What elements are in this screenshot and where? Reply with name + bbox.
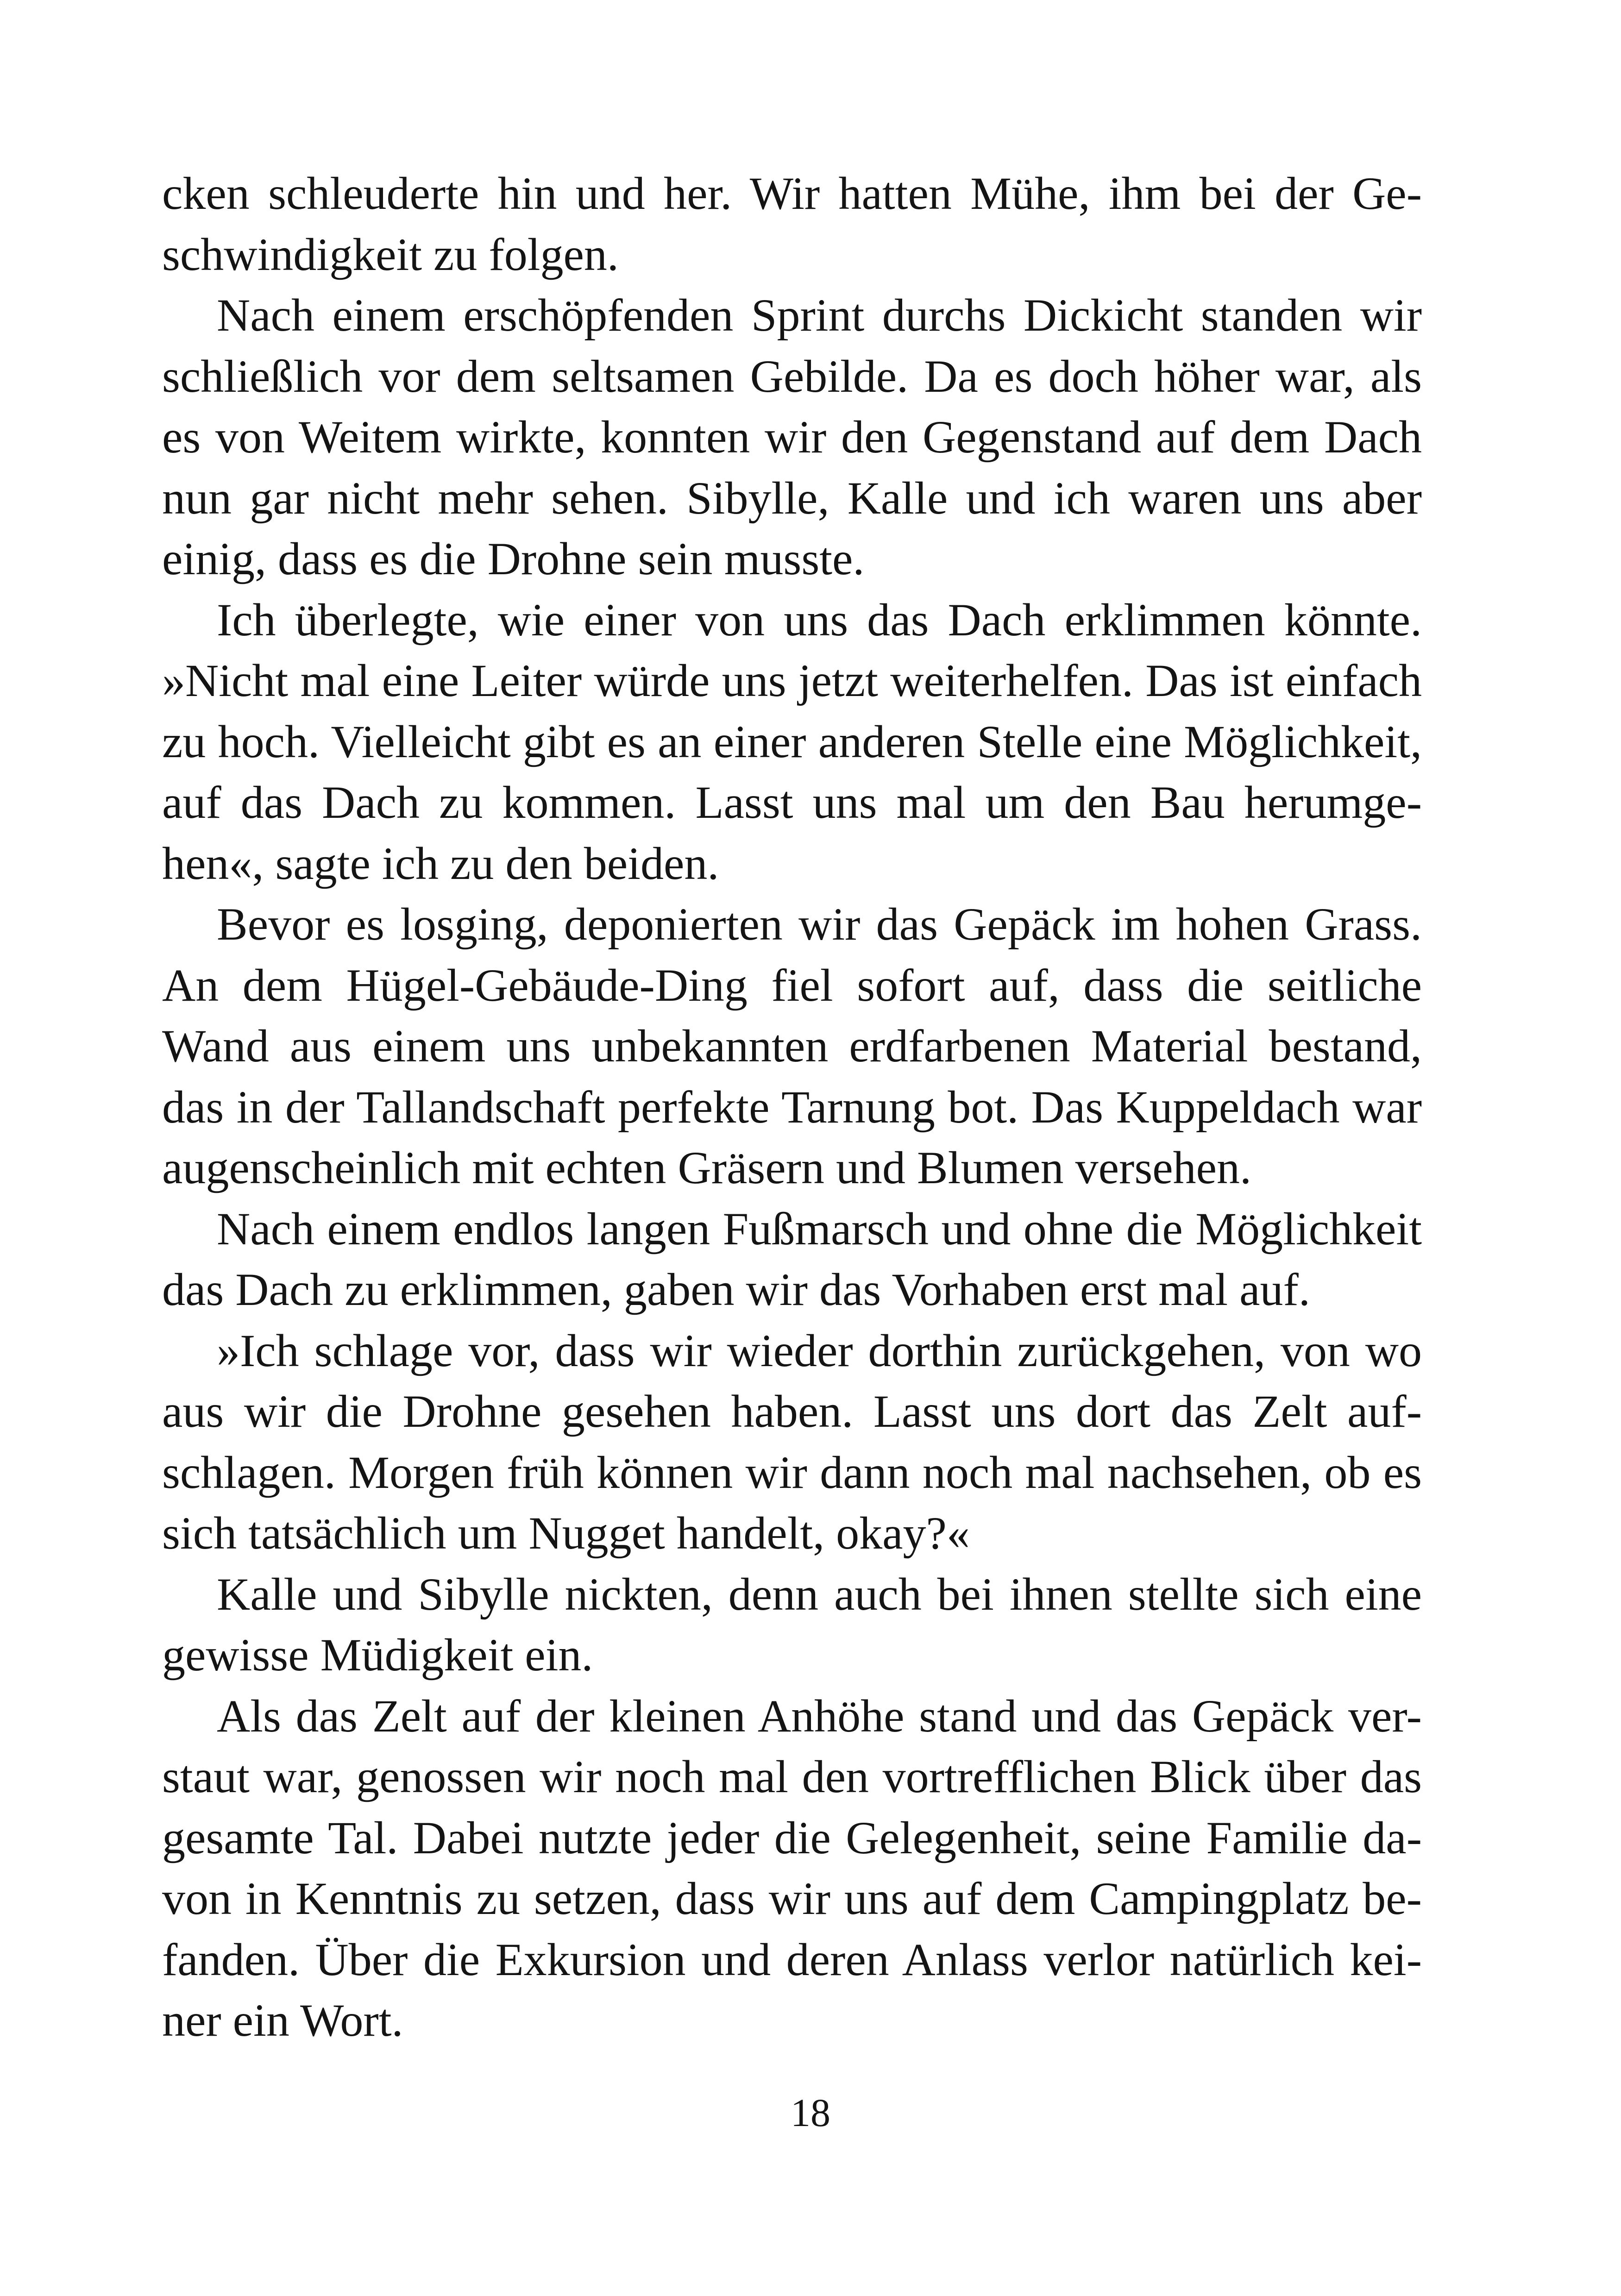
body-text — [162, 163, 1422, 2051]
text-line: sich tatsächlich um Nugget handelt, okay?« — [162, 1507, 970, 1559]
text-line: Ich überlegte, wie einer von uns das Dach erklimmen könnte. — [217, 594, 1422, 646]
text-line: nun gar nicht mehr sehen. Sibylle, Kalle und ich waren uns aber — [162, 472, 1422, 524]
text-line: »Ich schlage vor, dass wir wieder dorthin zurückgehen, von wo — [217, 1324, 1422, 1376]
text-line: Wand aus einem uns unbekannten erdfarbenen Material bestand, — [162, 1020, 1422, 1072]
text-line: zu hoch. Vielleicht gibt es an einer anderen Stelle eine Möglichkeit, — [162, 715, 1422, 767]
text-line: aus wir die Drohne gesehen haben. Lasst uns dort das Zelt auf- — [162, 1386, 1422, 1437]
text-line: das Dach zu erklimmen, gaben wir das Vorhaben erst mal auf. — [162, 1264, 1310, 1315]
text-line: gewisse Müdigkeit ein. — [162, 1629, 593, 1681]
text-line: schwindigkeit zu folgen. — [162, 228, 619, 280]
text-line: Nach einem endlos langen Fußmarsch und ohne die Möglichkeit — [217, 1203, 1422, 1255]
text-line: das in der Tallandschaft perfekte Tarnung bot. Das Kuppeldach war — [162, 1081, 1422, 1133]
text-line: cken schleuderte hin und her. Wir hatten Mühe, ihm bei der Ge- — [162, 168, 1422, 219]
text-line: es von Weitem wirkte, konnten wir den Gegenstand auf dem Dach — [162, 411, 1422, 463]
text-line: Nach einem erschöpfenden Sprint durchs Dickicht standen wir — [217, 289, 1422, 341]
text-line: staut war, genossen wir noch mal den vortrefflichen Blick über das — [162, 1751, 1422, 1802]
text-line: hen«, sagte ich zu den beiden. — [162, 837, 719, 889]
page-number: 18 — [791, 2090, 830, 2135]
text-line: augenscheinlich mit echten Gräsern und Blumen versehen. — [162, 1142, 1252, 1193]
text-line: An dem Hügel-Gebäude-Ding fiel sofort auf, dass die seitliche — [162, 959, 1422, 1011]
text-line: Als das Zelt auf der kleinen Anhöhe stand und das Gepäck ver- — [217, 1690, 1422, 1742]
text-line: schließlich vor dem seltsamen Gebilde. Da es doch höher war, als — [162, 350, 1422, 402]
text-line: auf das Dach zu kommen. Lasst uns mal um den Bau herumge- — [162, 777, 1422, 828]
text-line: schlagen. Morgen früh können wir dann noch mal nachsehen, ob es — [162, 1446, 1422, 1498]
text-line: Kalle und Sibylle nickten, denn auch bei ihnen stellte sich eine — [217, 1568, 1422, 1620]
text-line: »Nicht mal eine Leiter würde uns jetzt weiterhelfen. Das ist einfach — [162, 655, 1422, 706]
text-line: einig, dass es die Drohne sein musste. — [162, 533, 865, 584]
text-line: ner ein Wort. — [162, 1995, 403, 2046]
text-line: fanden. Über die Exkursion und deren Anlass verlor natürlich kei- — [162, 1933, 1422, 1985]
text-line: Bevor es losging, deponierten wir das Gepäck im hohen Grass. — [217, 898, 1422, 950]
text-line: gesamte Tal. Dabei nutzte jeder die Gelegenheit, seine Familie da- — [162, 1812, 1422, 1863]
text-line: von in Kenntnis zu setzen, dass wir uns auf dem Campingplatz be- — [162, 1873, 1422, 1924]
